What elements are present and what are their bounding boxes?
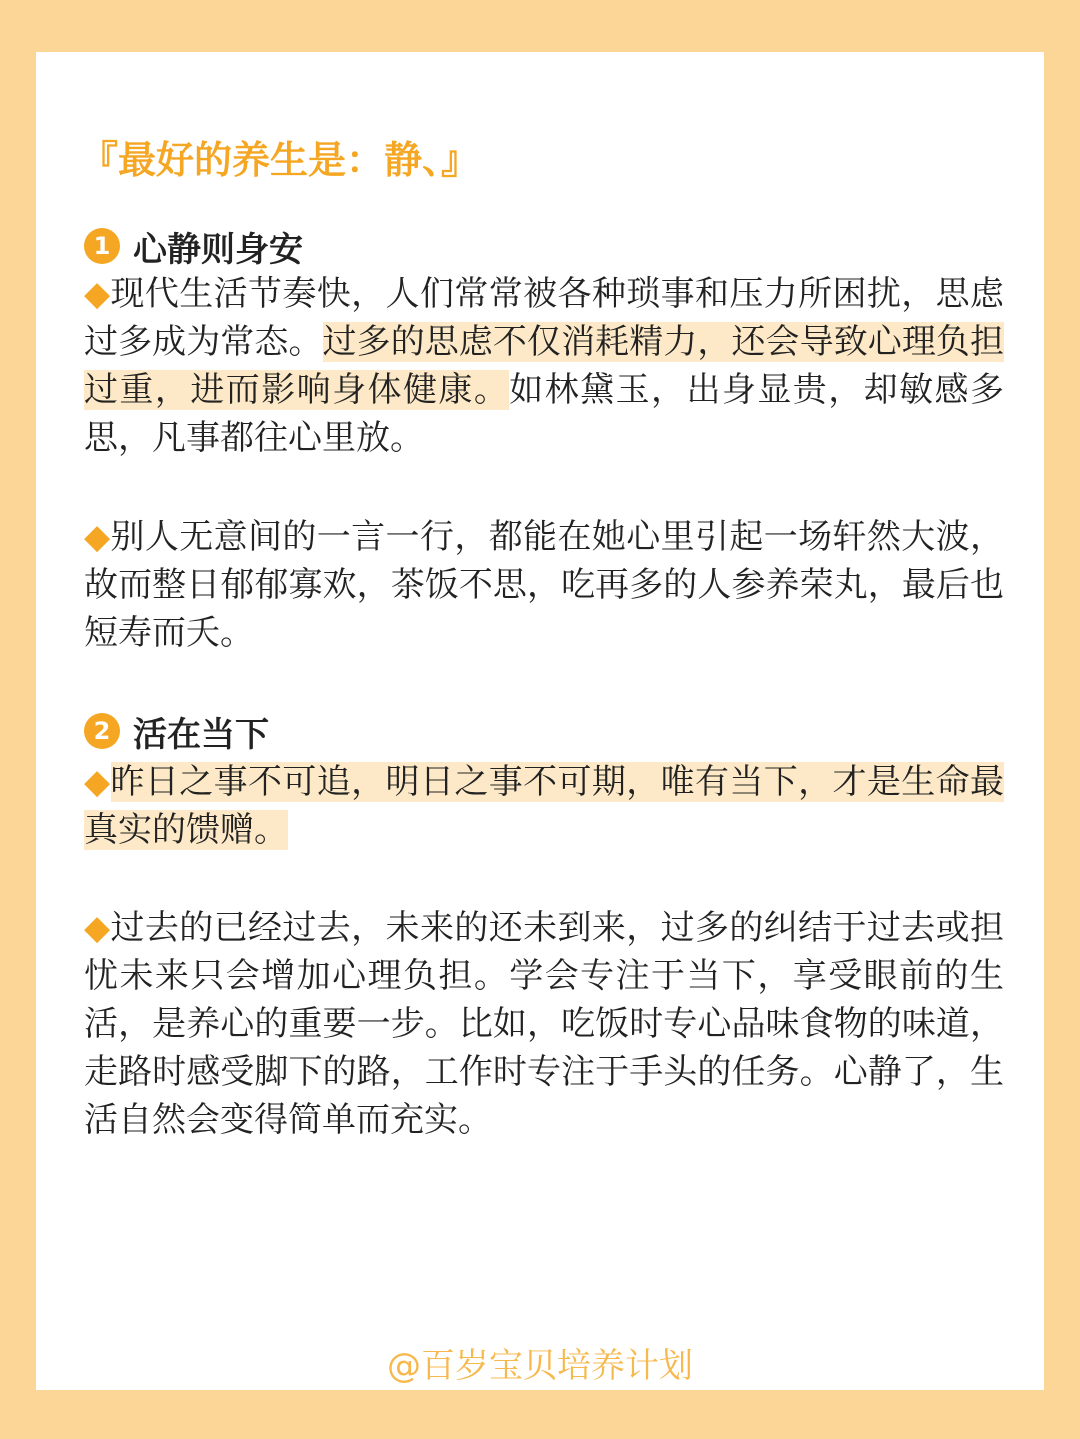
number-badge-2: 2 xyxy=(84,713,120,749)
page-title: 『最好的养生是：静、』 xyxy=(80,138,480,182)
content-card xyxy=(36,52,1044,1390)
paragraph-text: 别人无意间的一言一行，都能在她心里引起一场轩然大波，故而整日郁郁寡欢，茶饭不思，吃再多的人参养荣丸，最后也短寿而夭。 xyxy=(84,517,1004,653)
section-heading-2 xyxy=(84,707,269,755)
section-2-paragraph-1 xyxy=(84,758,1004,854)
number-badge-1: 1 xyxy=(84,228,120,264)
section-1-paragraph-2 xyxy=(84,513,1004,657)
diamond-bullet-icon: ◆ xyxy=(84,762,111,802)
diamond-bullet-icon: ◆ xyxy=(84,517,111,557)
diamond-bullet-icon: ◆ xyxy=(84,908,111,948)
section-heading-1-label: 心静则身安 xyxy=(133,229,303,270)
author-watermark: @百岁宝贝培养计划 xyxy=(387,1346,693,1386)
section-heading-2-label: 活在当下 xyxy=(133,714,269,755)
diamond-bullet-icon: ◆ xyxy=(84,274,111,314)
section-heading-1 xyxy=(84,222,303,270)
paragraph-text: 过去的已经过去，未来的还未到来，过多的纠结于过去或担忧未来只会增加心理负担。学会专注于当下，享受眼前的生活，是养心的重要一步。比如，吃饭时专心品味食物的味道，走路时感受脚下的路，工作时专注于手头的任务。心静了，生活自然会变得简单而充实。 xyxy=(84,908,1004,1140)
section-2-paragraph-2 xyxy=(84,904,1004,1144)
paragraph-text: 如林黛玉，出身显贵，却敏感多思，凡事都往心里放。 xyxy=(84,370,1005,458)
section-1-paragraph-1 xyxy=(84,270,1004,462)
highlighted-text: 昨日之事不可追，明日之事不可期，唯有当下，才是生命最真实的馈赠。 xyxy=(84,762,1004,850)
highlighted-text: 过多的思虑不仅消耗精力，还会导致心理负担过重，进而影响身体健康。 xyxy=(84,322,1005,410)
paragraph-text: 现代生活节奏快，人们常常被各种琐事和压力所困扰，思虑过多成为常态。 xyxy=(84,274,1004,362)
